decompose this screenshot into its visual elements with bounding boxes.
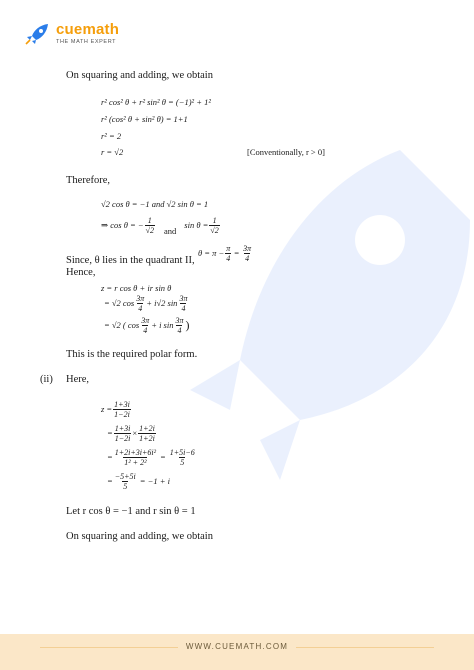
l3-equals-2: = <box>160 452 166 462</box>
l3-fraction-1 <box>114 448 157 467</box>
fraction-numerator: 3π <box>175 316 184 325</box>
fraction-denominator: 4 <box>226 254 231 263</box>
fraction-denominator: 1−2i <box>114 410 130 419</box>
fraction-numerator: 1+5i−6 <box>169 448 195 457</box>
equation-6 <box>101 214 221 237</box>
fraction-denominator: √2 <box>210 226 219 235</box>
since-text: Since, θ lies in the quadrant II, <box>66 255 195 266</box>
l3-equals: = <box>107 452 113 462</box>
z3-part-b: + i sin <box>151 320 174 330</box>
fraction-denominator: 4 <box>181 304 186 313</box>
hence-text: Hence, <box>66 267 96 278</box>
l4-fraction <box>114 472 137 491</box>
fraction-numerator: 3π <box>141 316 150 325</box>
theta-fraction-2 <box>242 244 252 263</box>
here-text: Here, <box>66 374 90 385</box>
equation-2: r² (cos² θ + sin² θ) = 1+1 <box>101 114 188 124</box>
fraction-denominator: 4 <box>143 326 148 335</box>
eq6-left: ⇒ cos θ = − <box>101 220 144 230</box>
z-equation-2 <box>104 294 189 313</box>
z3-close-paren: ) <box>185 318 190 332</box>
z3-fraction-1 <box>140 316 150 335</box>
fraction-numerator: 1 <box>147 216 152 225</box>
theta-equals: = <box>234 248 240 258</box>
fraction-denominator: 1−2i <box>114 434 131 443</box>
z-equation-1: z = r cos θ + ir sin θ <box>101 283 172 293</box>
z-ii-line-2 <box>107 424 157 443</box>
fraction-denominator: 5 <box>180 458 185 467</box>
l2-fraction-2 <box>138 424 156 443</box>
fraction-numerator: 3π <box>136 294 145 303</box>
eq6-right-fraction <box>209 216 219 235</box>
eq6-and: and <box>164 226 177 236</box>
fraction-denominator: √2 <box>145 226 154 235</box>
z2-part-b: + i√2 sin <box>146 298 178 308</box>
equation-4: r = √2 <box>101 147 124 157</box>
fraction-numerator: 1+3i <box>114 424 131 433</box>
conclusion-text: This is the required polar form. <box>66 349 198 360</box>
fraction-numerator: 1 <box>212 216 217 225</box>
fraction-numerator: 3π <box>243 244 252 253</box>
fraction-numerator: π <box>226 244 231 253</box>
z2-part-a: = √2 cos <box>104 298 135 308</box>
fraction-numerator: −5+5i <box>114 472 136 481</box>
equation-1: r² cos² θ + r² sin² θ = (−1)² + 1² <box>101 97 211 107</box>
therefore-text: Therefore, <box>66 175 111 186</box>
brand-name: cuemath <box>56 21 120 38</box>
l4-equals: = <box>107 476 113 486</box>
rocket-watermark-icon <box>170 140 470 520</box>
z-ii-line-1 <box>101 400 132 419</box>
z3-fraction-2 <box>174 316 184 335</box>
eq6-right: sin θ = <box>184 220 209 230</box>
equation-4-note: [Conventionally, r > 0] <box>247 147 325 157</box>
theta-fraction-1 <box>225 244 231 263</box>
part-ii-label: (ii) <box>40 374 53 385</box>
l2-fraction-1 <box>114 424 132 443</box>
fraction-numerator: 1+2i <box>139 424 155 433</box>
footer-url[interactable]: WWW.CUEMATH.COM <box>178 642 296 651</box>
fraction-denominator: 4 <box>245 254 250 263</box>
fraction-denominator: 1² + 2² <box>124 458 147 467</box>
z3-part-a: = √2 ( cos <box>104 320 140 330</box>
l1-lhs: z = <box>101 404 113 414</box>
theta-equation <box>198 244 253 263</box>
rocket-logo-icon <box>24 23 50 45</box>
fraction-numerator: 3π <box>179 294 188 303</box>
brand-tagline: THE MATH EXPERT <box>56 39 117 45</box>
fraction-numerator: 1+3i <box>114 400 130 409</box>
outro-text: On squaring and adding, we obtain <box>66 531 213 542</box>
brand-header <box>24 22 119 45</box>
l3-fraction-2 <box>169 448 196 467</box>
footer <box>0 642 474 651</box>
fraction-denominator: 4 <box>177 326 182 335</box>
fraction-denominator: 4 <box>138 304 143 313</box>
l1-fraction <box>113 400 131 419</box>
theta-eq-lhs: θ = π − <box>198 248 225 258</box>
footer-bar <box>0 634 474 670</box>
intro-text: On squaring and adding, we obtain <box>66 70 213 81</box>
z2-fraction-1 <box>135 294 145 313</box>
z-ii-line-4 <box>107 472 170 491</box>
z-ii-line-3 <box>107 448 197 467</box>
fraction-numerator: 1+2i+3i+6i² <box>114 448 157 457</box>
equation-5: √2 cos θ = −1 and √2 sin θ = 1 <box>101 199 209 209</box>
times-symbol: × <box>132 428 138 438</box>
z-equation-3 <box>104 316 190 335</box>
equation-3: r² = 2 <box>101 131 122 141</box>
fraction-denominator: 5 <box>123 482 128 491</box>
let-text: Let r cos θ = −1 and r sin θ = 1 <box>66 506 196 517</box>
l2-equals: = <box>107 428 113 438</box>
eq6-left-fraction <box>145 216 155 235</box>
fraction-denominator: 1+2i <box>139 434 155 443</box>
z2-fraction-2 <box>178 294 188 313</box>
l4-result: = −1 + i <box>139 476 170 486</box>
